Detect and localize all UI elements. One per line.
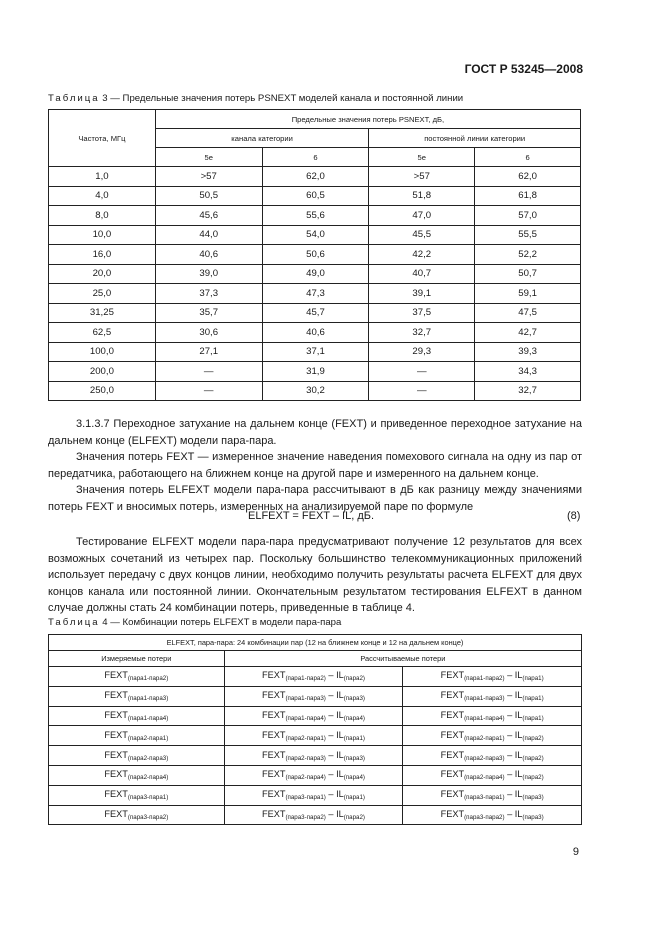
pair-subscript: (пара2-пара4) [127, 774, 169, 782]
table-cell [49, 785, 225, 805]
formula-number: (8) [567, 510, 581, 522]
il-term: IL [336, 769, 344, 780]
fext-term: FEXT [104, 709, 128, 720]
table-row [49, 284, 581, 304]
minus-sign: – [504, 729, 515, 740]
table-cell [403, 706, 582, 726]
pair-subscript: (пара4) [343, 774, 365, 782]
pair-subscript: (пара1-пара4) [127, 714, 169, 722]
table3-psnext-limits [48, 109, 581, 401]
table-cell: 62,0 [475, 167, 581, 187]
fext-term: FEXT [440, 670, 465, 681]
fext-term: FEXT [440, 729, 465, 740]
fext-term: FEXT [104, 808, 128, 819]
table-cell: 50,7 [475, 264, 581, 284]
table-row [49, 686, 582, 706]
table-cell: 39,1 [369, 284, 475, 304]
il-term: IL [336, 789, 344, 800]
table-cell: — [155, 381, 262, 401]
table-cell: 1,0 [49, 167, 156, 187]
table3-header-limits: Предельные значения потерь PSNEXT, дБ, [155, 110, 580, 129]
table-cell [49, 686, 225, 706]
table-cell: 45,6 [155, 206, 262, 226]
pair-subscript: (пара1-пара2) [285, 675, 326, 683]
table-cell: 100,0 [49, 342, 156, 362]
fext-term: FEXT [440, 808, 465, 819]
table-cell: 62,5 [49, 323, 156, 343]
il-term: IL [514, 789, 523, 800]
table-row [49, 746, 582, 766]
table-cell [49, 805, 225, 825]
pair-subscript: (пара1-пара2) [464, 675, 505, 683]
table-cell [403, 765, 582, 785]
pair-subscript: (пара1-пара3) [127, 695, 169, 703]
table-cell: 4,0 [49, 186, 156, 206]
il-term: IL [514, 670, 523, 681]
pair-subscript: (пара3-пара2) [285, 813, 326, 821]
minus-sign: – [325, 670, 337, 681]
table-cell [224, 805, 403, 825]
minus-sign: – [504, 808, 515, 819]
table-cell: 42,2 [369, 245, 475, 265]
table-cell: 54,0 [262, 225, 369, 245]
table-cell: 55,5 [475, 225, 581, 245]
pair-subscript: (пара3-пара2) [464, 813, 505, 821]
pair-subscript: (пара4) [343, 714, 365, 722]
table-cell [49, 765, 225, 785]
minus-sign: – [325, 789, 337, 800]
table-cell: 35,7 [155, 303, 262, 323]
il-term: IL [336, 749, 344, 760]
fext-term: FEXT [261, 729, 286, 740]
fext-term: FEXT [261, 709, 286, 720]
table-cell [224, 686, 403, 706]
il-term: IL [514, 808, 523, 819]
table-cell: 27,1 [155, 342, 262, 362]
table-cell: — [369, 381, 475, 401]
table-cell: 50,5 [155, 186, 262, 206]
table-cell [224, 746, 403, 766]
fext-term: FEXT [104, 749, 128, 760]
pair-subscript: (пара3) [522, 813, 544, 821]
table-cell: 32,7 [475, 381, 581, 401]
fext-term: FEXT [261, 670, 286, 681]
minus-sign: – [325, 769, 337, 780]
pair-subscript: (пара2-пара4) [285, 774, 326, 782]
table-row [49, 805, 582, 825]
table-cell: 45,5 [369, 225, 475, 245]
table-cell: 32,7 [369, 323, 475, 343]
table-cell: 25,0 [49, 284, 156, 304]
minus-sign: – [325, 690, 337, 701]
table-row [49, 264, 581, 284]
pair-subscript: (пара3-пара1) [285, 794, 326, 802]
table-row [49, 706, 582, 726]
table-cell: >57 [369, 167, 475, 187]
table-cell [224, 726, 403, 746]
page-number: 9 [572, 846, 579, 858]
table-cell: 47,3 [262, 284, 369, 304]
table4-header-calculated: Рассчитываемые потери [224, 651, 581, 667]
table-cell: 200,0 [49, 362, 156, 382]
minus-sign: – [504, 789, 515, 800]
table-row [49, 167, 581, 187]
fext-term: FEXT [104, 690, 128, 701]
pair-subscript: (пара3) [522, 794, 544, 802]
table-cell: 57,0 [475, 206, 581, 226]
table-row [49, 245, 581, 265]
table-row [49, 303, 581, 323]
table-cell: 40,6 [155, 245, 262, 265]
table-cell: 42,7 [475, 323, 581, 343]
table-cell: 59,1 [475, 284, 581, 304]
il-term: IL [514, 729, 523, 740]
table-row [49, 206, 581, 226]
fext-term: FEXT [104, 670, 128, 681]
il-term: IL [336, 690, 344, 701]
table4-caption-text: 4 — Комбинации потерь ELFEXT в модели пара-пара [99, 617, 342, 628]
minus-sign: – [325, 709, 337, 720]
table-cell: 8,0 [49, 206, 156, 226]
pair-subscript: (пара2-пара3) [127, 754, 169, 762]
minus-sign: – [325, 729, 337, 740]
table-cell: 37,1 [262, 342, 369, 362]
table-row [49, 765, 582, 785]
il-term: IL [336, 808, 344, 819]
pair-subscript: (пара1-пара2) [127, 675, 169, 683]
table-row [49, 342, 581, 362]
fext-term: FEXT [104, 789, 128, 800]
fext-term: FEXT [440, 749, 465, 760]
table-cell [49, 706, 225, 726]
il-term: IL [336, 670, 344, 681]
paragraph: Значения потерь ELFEXT модели пара-пара рассчитывают в дБ как разницу между значениями потерь FEXT и вносимых потерь, измеренных на анализируемой паре по формуле [48, 484, 582, 513]
pair-subscript: (пара3-пара1) [127, 794, 169, 802]
pair-subscript: (пара1-пара4) [464, 714, 505, 722]
fext-term: FEXT [440, 690, 465, 701]
table-cell: 31,9 [262, 362, 369, 382]
il-term: IL [336, 709, 344, 720]
table-cell: 40,6 [262, 323, 369, 343]
pair-subscript: (пара3-пара1) [464, 794, 505, 802]
table-cell [224, 785, 403, 805]
pair-subscript: (пара2-пара3) [285, 754, 326, 762]
table-cell [403, 667, 582, 687]
paragraph: 3.1.3.7 Переходное затухание на дальнем конце (FEXT) и приведенное переходное затухание на дальнем конце (ELFEXT) модели пара-пара. [48, 418, 582, 447]
table-cell [224, 765, 403, 785]
table-cell [224, 667, 403, 687]
minus-sign: – [504, 749, 515, 760]
table-cell [403, 726, 582, 746]
table3-caption [48, 93, 463, 104]
table-cell: 44,0 [155, 225, 262, 245]
table-cell: 250,0 [49, 381, 156, 401]
table4-header-measured: Измеряемые потери [49, 651, 225, 667]
minus-sign: – [504, 670, 515, 681]
pair-subscript: (пара1) [522, 714, 544, 722]
table-cell: 62,0 [262, 167, 369, 187]
il-term: IL [514, 709, 523, 720]
table-cell: 16,0 [49, 245, 156, 265]
pair-subscript: (пара2-пара1) [285, 734, 326, 742]
table-cell: 40,7 [369, 264, 475, 284]
minus-sign: – [325, 808, 337, 819]
table-cell: 61,8 [475, 186, 581, 206]
pair-subscript: (пара1-пара3) [464, 695, 505, 703]
table-row [49, 323, 581, 343]
table3-header-cat: 6 [262, 148, 369, 167]
minus-sign: – [504, 709, 515, 720]
pair-subscript: (пара1) [522, 695, 544, 703]
pair-subscript: (пара2) [343, 675, 365, 683]
table4-title: ELFEXT, пара-пара: 24 комбинации пар (12 на ближнем конце и 12 на дальнем конце) [49, 635, 582, 651]
table-cell: — [155, 362, 262, 382]
table-cell: 20,0 [49, 264, 156, 284]
table-row [49, 225, 581, 245]
table-cell: 30,6 [155, 323, 262, 343]
body-text-lower [48, 534, 582, 617]
paragraph: Тестирование ELFEXT модели пара-пара предусматривают получение 12 результатов для всех возможных сочетаний из четырех пар. Поскольку большинство телекоммуникационных приложений использует передачу с двух концов линии, необходимо получить результаты расчета ELFEXT для двух концов канала или постоянной линии. Окончательным результатом тестирования ELFEXT в данном случае должны стать 24 комбинации потерь, приведенные в таблице 4. [48, 536, 582, 615]
fext-term: FEXT [261, 808, 286, 819]
table-row [49, 186, 581, 206]
fext-term: FEXT [261, 769, 286, 780]
document-header: ГОСТ Р 53245—2008 [464, 62, 583, 76]
fext-term: FEXT [440, 709, 465, 720]
table-cell [224, 706, 403, 726]
il-term: IL [514, 749, 523, 760]
table-cell: 37,3 [155, 284, 262, 304]
table-cell [49, 667, 225, 687]
pair-subscript: (пара2-пара1) [127, 734, 169, 742]
table3-header-cat: 5е [155, 148, 262, 167]
table4-caption-label: Таблица [48, 617, 100, 628]
table3-caption-label: Таблица [48, 93, 100, 104]
table-cell: 55,6 [262, 206, 369, 226]
table3-caption-text: 3 — Предельные значения потерь PSNEXT моделей канала и постоянной линии [99, 93, 464, 104]
table-row [49, 667, 582, 687]
table3-header-cat: 5е [369, 148, 475, 167]
table-cell [403, 785, 582, 805]
table-cell: 51,8 [369, 186, 475, 206]
table-cell [403, 686, 582, 706]
pair-subscript: (пара2) [522, 754, 544, 762]
table-cell: 37,5 [369, 303, 475, 323]
pair-subscript: (пара1) [522, 675, 544, 683]
il-term: IL [336, 729, 344, 740]
minus-sign: – [504, 690, 515, 701]
fext-term: FEXT [261, 690, 286, 701]
table-cell: 29,3 [369, 342, 475, 362]
pair-subscript: (пара2) [343, 813, 365, 821]
table-cell: 34,3 [475, 362, 581, 382]
table3-header-frequency: Частота, МГц [49, 110, 156, 167]
fext-term: FEXT [440, 789, 465, 800]
table-row [49, 362, 581, 382]
table-cell [403, 805, 582, 825]
fext-term: FEXT [104, 769, 128, 780]
paragraph: Значения потерь FEXT — измеренное значение наведения помехового сигнала на одну из пар от передатчика, работающего на ближнем конце на другой паре и измеренного на дальнем конце. [48, 451, 582, 480]
pair-subscript: (пара2) [522, 734, 544, 742]
body-text-upper [48, 416, 582, 516]
table-cell: 30,2 [262, 381, 369, 401]
table-cell: 52,2 [475, 245, 581, 265]
fext-term: FEXT [104, 729, 128, 740]
il-term: IL [514, 690, 523, 701]
table-cell: 31,25 [49, 303, 156, 323]
table4-elfext-combinations [48, 634, 582, 825]
il-term: IL [514, 769, 523, 780]
table-cell [49, 746, 225, 766]
pair-subscript: (пара3-пара2) [127, 813, 169, 821]
table-cell: 47,5 [475, 303, 581, 323]
table-cell: 39,0 [155, 264, 262, 284]
table-row [49, 726, 582, 746]
table-cell: 50,6 [262, 245, 369, 265]
table-cell: 47,0 [369, 206, 475, 226]
table-cell [403, 746, 582, 766]
pair-subscript: (пара2-пара1) [464, 734, 505, 742]
table4-caption [48, 617, 341, 628]
fext-term: FEXT [261, 789, 286, 800]
pair-subscript: (пара2-пара3) [464, 754, 505, 762]
pair-subscript: (пара1-пара3) [285, 695, 326, 703]
table3-header-cat: 6 [475, 148, 581, 167]
fext-term: FEXT [440, 769, 465, 780]
pair-subscript: (пара3) [343, 695, 365, 703]
table-cell: 60,5 [262, 186, 369, 206]
pair-subscript: (пара3) [343, 754, 365, 762]
table-cell: 49,0 [262, 264, 369, 284]
pair-subscript: (пара2-пара4) [464, 774, 505, 782]
pair-subscript: (пара2) [522, 774, 544, 782]
minus-sign: – [504, 769, 515, 780]
table-cell: 45,7 [262, 303, 369, 323]
table3-header-channel: канала категории [155, 129, 369, 148]
pair-subscript: (пара1) [343, 794, 365, 802]
table-cell: 10,0 [49, 225, 156, 245]
table-row [49, 381, 581, 401]
table3-header-permanent: постоянной линии категории [369, 129, 581, 148]
table-cell: — [369, 362, 475, 382]
fext-term: FEXT [261, 749, 286, 760]
table-cell: 39,3 [475, 342, 581, 362]
formula: ELFEXT = FEXT – IL, дБ. [248, 510, 375, 522]
table-row [49, 785, 582, 805]
pair-subscript: (пара1-пара4) [285, 714, 326, 722]
table-cell [49, 726, 225, 746]
pair-subscript: (пара1) [343, 734, 365, 742]
minus-sign: – [325, 749, 337, 760]
table-cell: >57 [155, 167, 262, 187]
